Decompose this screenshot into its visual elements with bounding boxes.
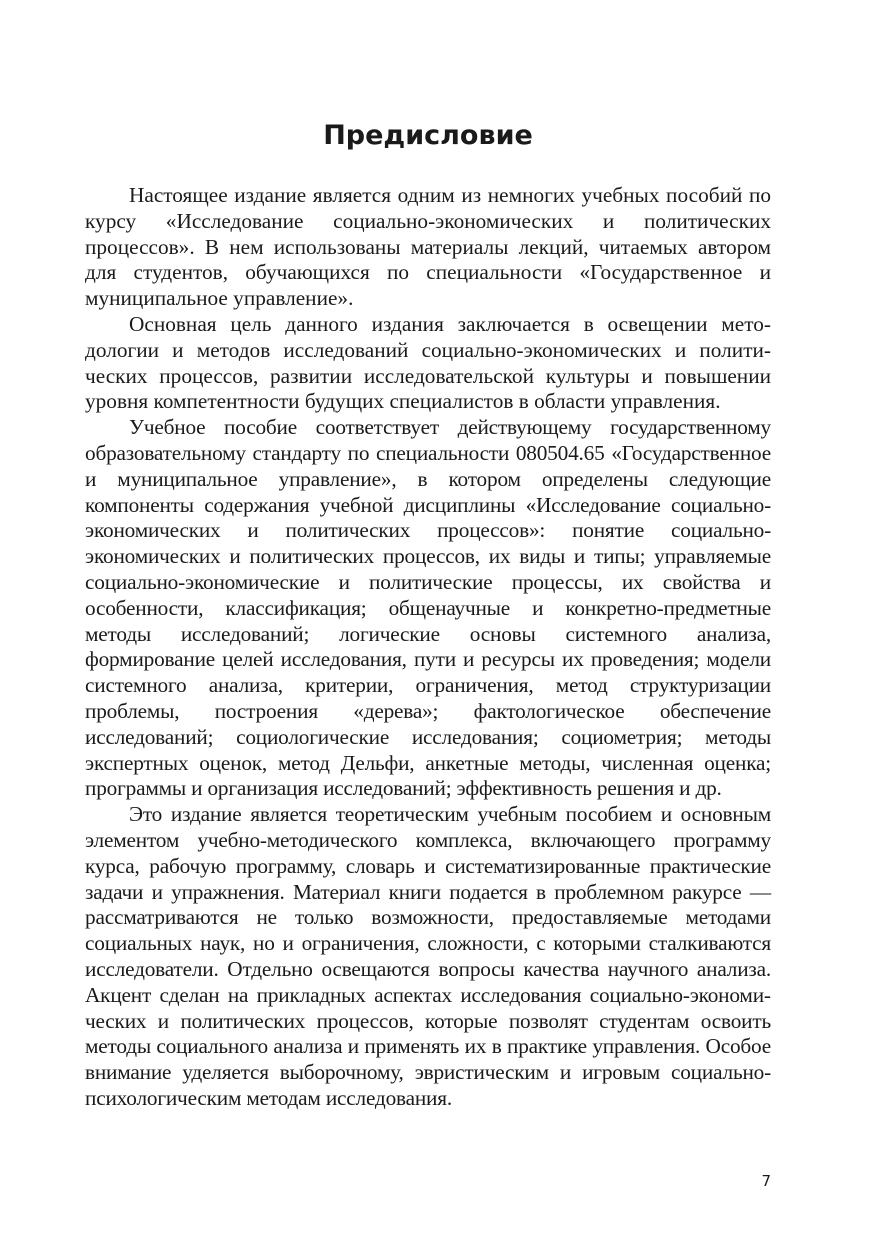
paragraph-goal: Основная цель данного издания заключается в освещении методологии и методов исследований социально-экономических и политических процессов, развитии исследовательской культуры и повышении уровня компетентности будущих специалистов в области управления. — [85, 311, 771, 414]
page-title: Предисловие — [323, 120, 533, 151]
body-text — [85, 183, 771, 1112]
paragraph-structure: Это издание является теоретическим учебным пособием и основным элементом учебно-методического комплекса, включающего программу курса, рабочую программу, словарь и систематизированные практические задачи и упражнения. Материал книги подается в проблемном ракурсе — рассматриваются не только возможности, предоставляемые методами социальных наук, но и ограничения, сложности, с которыми сталкиваются исследователи. Отдельно освещаются вопросы качества научного анализа. Акцент сделан на прикладных аспектах исследования социально-экономических и политических процессов, которые позволят студентам освоить методы социального анализа и применять их в практике управления. Особое внимание уделяется выборочному, эвристическим и игровым социально-психологическим методам исследования. — [85, 802, 771, 1110]
book-page — [85, 0, 771, 1241]
paragraph-standard: Учебное пособие соответствует действующему государственному образовательному стандарту по специальности 080504.65 «Государственное и муниципальное управление», в котором определены следующие компоненты содержания учебной дисциплины «Исследование социально-экономических и политических процессов»: понятие социально-экономических и политических процессов, их виды и типы; управляемые социально-экономические и политические процессы, их свойства и особенности, классификация; общенаучные и конкретно-предметные методы исследований; логические основы системного анализа, формирование целей исследования, пути и ресурсы их проведения; модели системного анализа, критерии, ограничения, метод структуризации проблемы, построения «дерева»; фактологическое обеспечение исследований; социологические исследования; социометрия; методы экспертных оценок, метод Дельфи, анкетные методы, численная оценка; программы и организация исследований; эффективность решения и др. — [85, 415, 771, 801]
paragraph-intro: Настоящее издание является одним из немногих учебных пособий по курсу «Исследование социально-экономических и политических процессов». В нем использованы материалы лекций, читаемых автором для студентов, обучающихся по специальности «Государственное и муниципальное управление». — [85, 183, 771, 311]
page-number: 7 — [761, 1172, 771, 1190]
